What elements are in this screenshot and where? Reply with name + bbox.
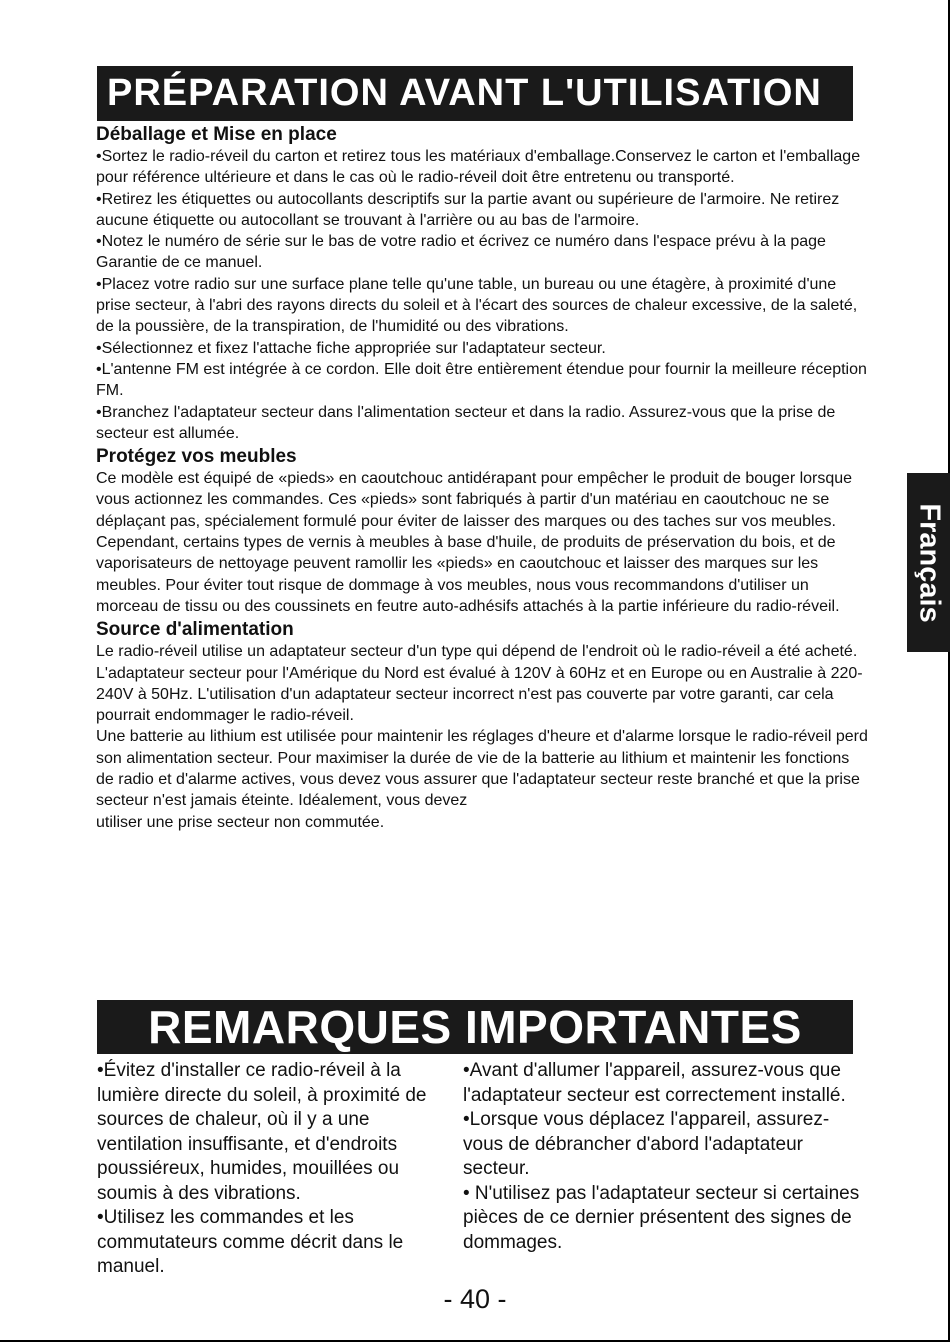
- power-paragraph-1: Le radio-réveil utilise un adaptateur secteur d'un type qui dépend de l'endroit où le radio-réveil a été acheté. L'adaptateur secteur pour l'Amérique du Nord est évalué à 120V à 60Hz et en Europe ou en Australie à 220-240V à 50Hz. L'utilisation d'un adaptateur secteur incorrect n'est pas couverte par votre garanti, car cela pourrait endommager le radio-réveil.: [96, 643, 863, 725]
- unpacking-heading: Déballage et Mise en place: [96, 124, 337, 145]
- power-section: [96, 619, 868, 833]
- section-banner-preparation: PRÉPARATION AVANT L'UTILISATION: [97, 66, 853, 121]
- furniture-heading: Protégez vos meubles: [96, 446, 297, 468]
- note-right-3: • N'utilisez pas l'adaptateur secteur si certaines pièces de ce dernier présentent des signes de dommages.: [463, 1182, 860, 1253]
- unpacking-section: [96, 124, 868, 444]
- language-tab: [907, 473, 950, 652]
- unpacking-paragraph-1: •Sortez le radio-réveil du carton et retirez tous les matériaux d'emballage.Conservez le carton et l'emballage pour référence ultérieure et dans le cas où le radio-réveil doit être entretenu ou transporté.: [96, 148, 861, 187]
- power-paragraph-3: utiliser une prise secteur non commutée.: [96, 813, 385, 831]
- unpacking-paragraph-3: •Notez le numéro de série sur le bas de votre radio et écrivez ce numéro dans l'espace prévu à la page Garantie de ce manuel.: [96, 233, 826, 272]
- note-left-2: •Utilisez les commandes et les commutateurs comme décrit dans le manuel.: [97, 1207, 404, 1277]
- note-right-2: •Lorsque vous déplacez l'appareil, assurez-vous de débrancher d'abord l'adaptateur secteur.: [463, 1109, 830, 1179]
- language-tab-label: Français: [913, 502, 945, 623]
- notes-left-column: [97, 1059, 447, 1280]
- section-banner-notes: REMARQUES IMPORTANTES: [97, 1000, 853, 1054]
- unpacking-paragraph-7: •Branchez l'adaptateur secteur dans l'alimentation secteur et dans la radio. Assurez-vous que la prise de secteur est allumée.: [96, 403, 836, 442]
- furniture-section: [96, 446, 868, 617]
- preparation-content: [96, 124, 868, 833]
- note-left-1: •Évitez d'installer ce radio-réveil à la lumière directe du soleil, à proximité de sources de chaleur, où il y a une ventilation insuffisante, et d'endroits poussiéreux, humides, mouillées ou soumis à des vibrations.: [97, 1060, 427, 1204]
- notes-right-column: [463, 1059, 863, 1255]
- furniture-paragraph: Ce modèle est équipé de «pieds» en caoutchouc antidérapant pour empêcher le produit de bouger lorsque vous actionnez les commandes. Ces «pieds» sont fabriqués à partir d'un matériau en caoutchouc ne se déplaçant pas, spécialement formulé pour éviter de laisser des marques ou des taches sur vos meubles. Cependant, certains types de vernis à meubles à base d'huile, de produits de préservation du bois, et de vaporisateurs de nettoyage peuvent ramollir les «pieds» en caoutchouc et laisser des marques sur les meubles. Pour éviter tout risque de dommage à vos meubles, nous vous recommandons d'utiliser un morceau de tissu ou des coussinets en feutre auto-adhésifs attachés à la partie inférieure du radio-réveil.: [96, 470, 853, 615]
- unpacking-paragraph-5: •Sélectionnez et fixez l'attache fiche appropriée sur l'adaptateur secteur.: [96, 339, 606, 357]
- power-paragraph-2: Une batterie au lithium est utilisée pour maintenir les réglages d'heure et d'alarme lorsque le radio-réveil perd son alimentation secteur. Pour maximiser la durée de vie de la batterie au lithium et maintenir les fonctions de radio et d'alarme actives, vous devez vous assurer que l'adaptateur secteur reste branché et que la prise secteur n'est jamais éteinte. Idéalement, vous devez: [96, 728, 868, 810]
- page-number: - 40 -: [443, 1284, 507, 1314]
- unpacking-paragraph-2: •Retirez les étiquettes ou autocollants descriptifs sur la partie avant ou supérieure de l'armoire. Ne retirez aucune étiquette ou autocollant se trouvant à l'arrière ou au bas de l'armoire.: [96, 190, 840, 229]
- power-heading: Source d'alimentation: [96, 619, 294, 641]
- unpacking-paragraph-4: •Placez votre radio sur une surface plane telle qu'une table, un bureau ou une étagère, à proximité d'une prise secteur, à l'abri des rayons directs du soleil et à l'écart des sources de chaleur excessive, de la saleté, de la poussière, de la transpiration, de l'humidité ou des vibrations.: [96, 275, 858, 336]
- unpacking-paragraph-6: •L'antenne FM est intégrée à ce cordon. Elle doit être entièrement étendue pour fournir la meilleure réception FM.: [96, 360, 867, 400]
- note-right-1: •Avant d'allumer l'appareil, assurez-vous que l'adaptateur secteur est correctement installé.: [463, 1060, 846, 1106]
